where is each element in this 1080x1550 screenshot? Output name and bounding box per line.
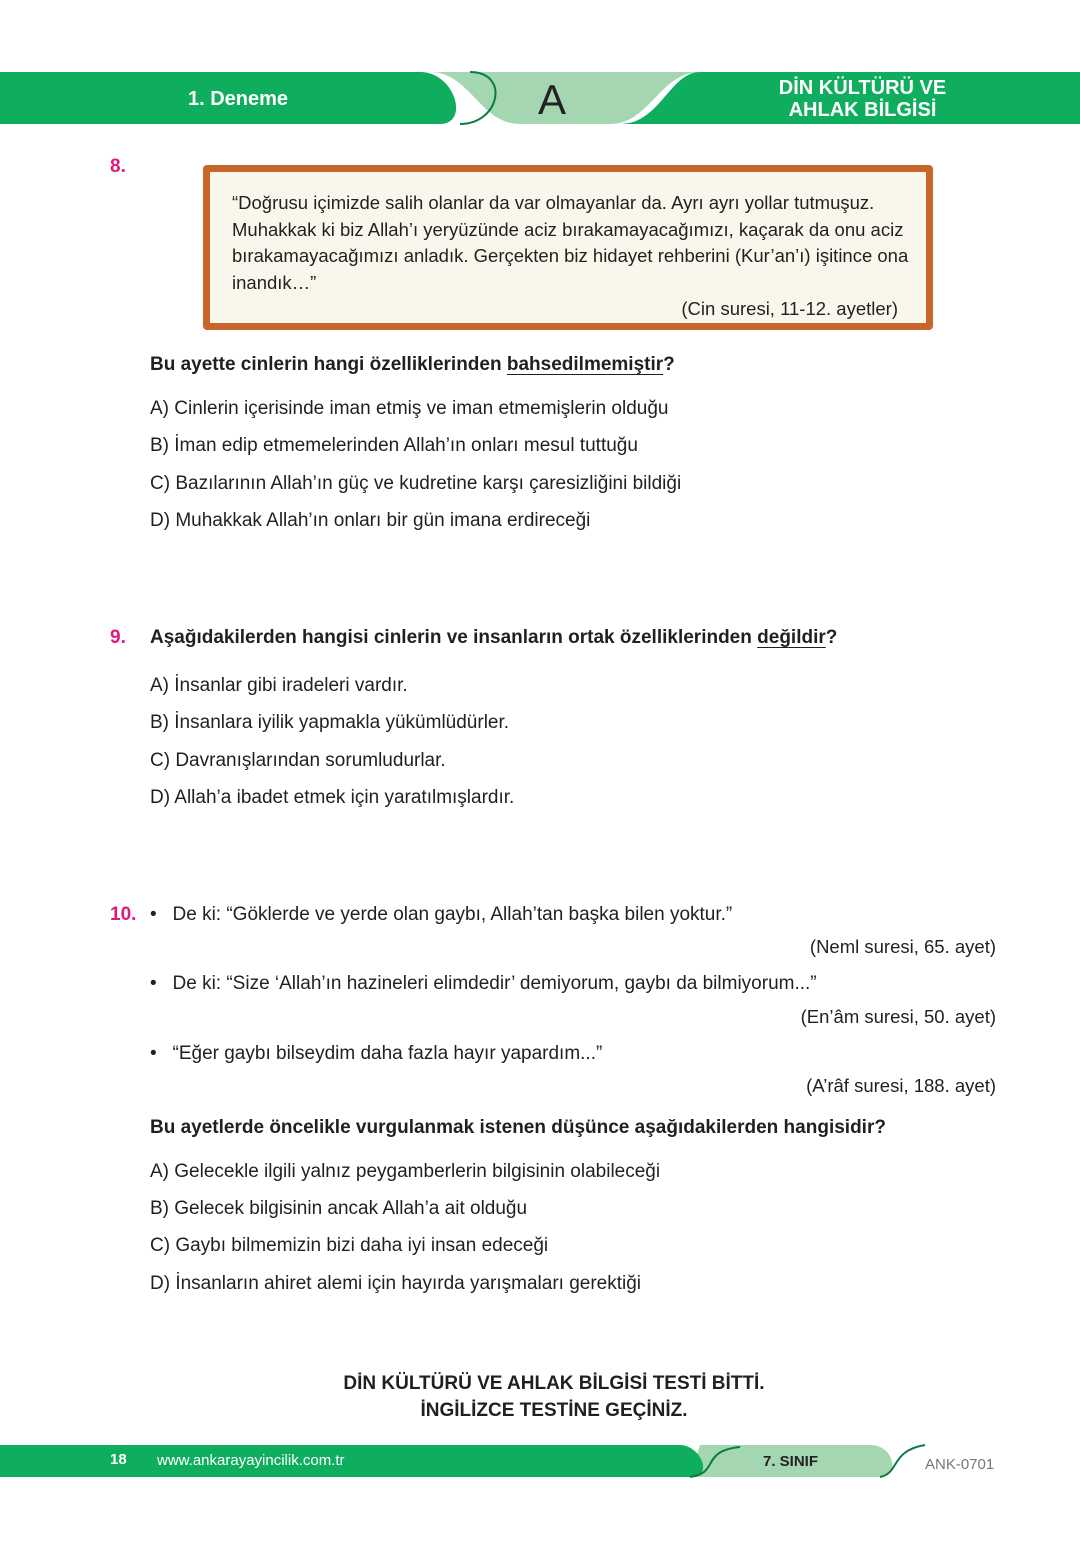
question-10-stem: Bu ayetlerde öncelikle vurgulanmak istenen düşünce aşağıdakilerden hangisidir? <box>150 1117 886 1138</box>
question-number-10: 10. <box>110 904 137 925</box>
exam-title: 1. Deneme <box>188 88 289 110</box>
question-number-9: 9. <box>110 627 126 648</box>
option-8d[interactable]: D) Muhakkak Allah’ın onları bir gün imana erdireceği <box>150 510 591 531</box>
bullet-2: • De ki: “Size ‘Allah’ın hazineleri elimdedir’ demiyorum, gaybı da bilmiyorum...” <box>150 973 817 994</box>
page-number: 18 <box>110 1451 127 1468</box>
option-10c[interactable]: C) Gaybı bilmemizin bizi daha iyi insan edeceği <box>150 1235 549 1256</box>
booklet-letter: A <box>538 76 567 123</box>
option-10a[interactable]: A) Gelecekle ilgili yalnız peygamberlerin bilgisinin olabileceği <box>150 1161 661 1182</box>
question-number-8: 8. <box>110 156 126 177</box>
quote-source: (Cin suresi, 11-12. ayetler) <box>681 298 898 319</box>
bullet-3-source: (A’râf suresi, 188. ayet) <box>806 1075 996 1096</box>
option-10d[interactable]: D) İnsanların ahiret alemi için hayırda yarışmaları gerektiği <box>150 1273 642 1294</box>
grade-label: 7. SINIF <box>763 1453 819 1470</box>
question-9-stem <box>150 627 837 649</box>
option-9b[interactable]: B) İnsanlara iyilik yapmakla yükümlüdürler. <box>150 712 510 733</box>
quote-text: “Doğrusu içimizde salih olanlar da var olmayanlar da. Ayrı ayrı yollar tutmuşuz. Muhakkak ki biz Allah’ı yeryüzünde aciz bırakamayacağımızı, kaçarak da onu aciz bırakamayacağımızı anladık. Gerçekten biz hidayet rehberini (Kur’an’ı) işitince ona inandık…” <box>232 192 909 293</box>
bullet-2-source: (En’âm suresi, 50. ayet) <box>800 1006 996 1027</box>
option-8c[interactable]: C) Bazılarının Allah’ın güç ve kudretine karşı çaresizliğini bildiği <box>150 473 682 494</box>
subject-line-2: AHLAK BİLGİSİ <box>788 99 937 121</box>
website-link[interactable]: www.ankarayayincilik.com.tr <box>157 1452 345 1469</box>
stem-end: ? <box>825 627 838 648</box>
stem-emphasis: değildir <box>757 627 826 648</box>
stem-text: Aşağıdakilerden hangisi cinlerin ve insanların ortak özelliklerinden <box>150 627 758 648</box>
booklet-code: ANK-0701 <box>925 1456 995 1473</box>
option-9c[interactable]: C) Davranışlarından sorumludurlar. <box>150 750 446 771</box>
stem-emphasis: bahsedilmemiştir <box>506 354 664 375</box>
subject-title <box>740 77 985 121</box>
bullet-3: • “Eğer gaybı bilseydim daha fazla hayır yapardım...” <box>150 1043 603 1064</box>
bullet-1: • De ki: “Göklerde ve yerde olan gaybı, Allah’tan başka bilen yoktur.” <box>150 904 733 925</box>
bullet-text: “Eğer gaybı bilseydim daha fazla hayır yapardım...” <box>172 1043 603 1064</box>
end-line-1: DİN KÜLTÜRÜ VE AHLAK BİLGİSİ TESTİ BİTTİ. <box>343 1373 765 1394</box>
end-notice <box>0 1370 1080 1424</box>
bullet-text: De ki: “Göklerde ve yerde olan gaybı, Allah’tan başka bilen yoktur.” <box>172 904 733 925</box>
option-9d[interactable]: D) Allah’a ibadet etmek için yaratılmışlardır. <box>150 787 515 808</box>
stem-end: ? <box>663 354 675 375</box>
option-8a[interactable]: A) Cinlerin içerisinde iman etmiş ve iman etmemişlerin olduğu <box>150 398 669 419</box>
stem-text: Bu ayette cinlerin hangi özelliklerinden <box>150 354 507 375</box>
subject-line-1: DİN KÜLTÜRÜ VE <box>778 77 947 99</box>
question-8-stem <box>150 354 675 376</box>
option-8b[interactable]: B) İman edip etmemelerinden Allah’ın onları mesul tuttuğu <box>150 435 638 456</box>
quote-box <box>203 165 933 330</box>
option-10b[interactable]: B) Gelecek bilgisinin ancak Allah’a ait olduğu <box>150 1198 528 1219</box>
option-9a[interactable]: A) İnsanlar gibi iradeleri vardır. <box>150 675 408 696</box>
bullet-1-source: (Neml suresi, 65. ayet) <box>809 936 996 957</box>
end-line-2: İNGİLİZCE TESTİNE GEÇİNİZ. <box>420 1400 688 1421</box>
bullet-text: De ki: “Size ‘Allah’ın hazineleri elimdedir’ demiyorum, gaybı da bilmiyorum...” <box>172 973 817 994</box>
